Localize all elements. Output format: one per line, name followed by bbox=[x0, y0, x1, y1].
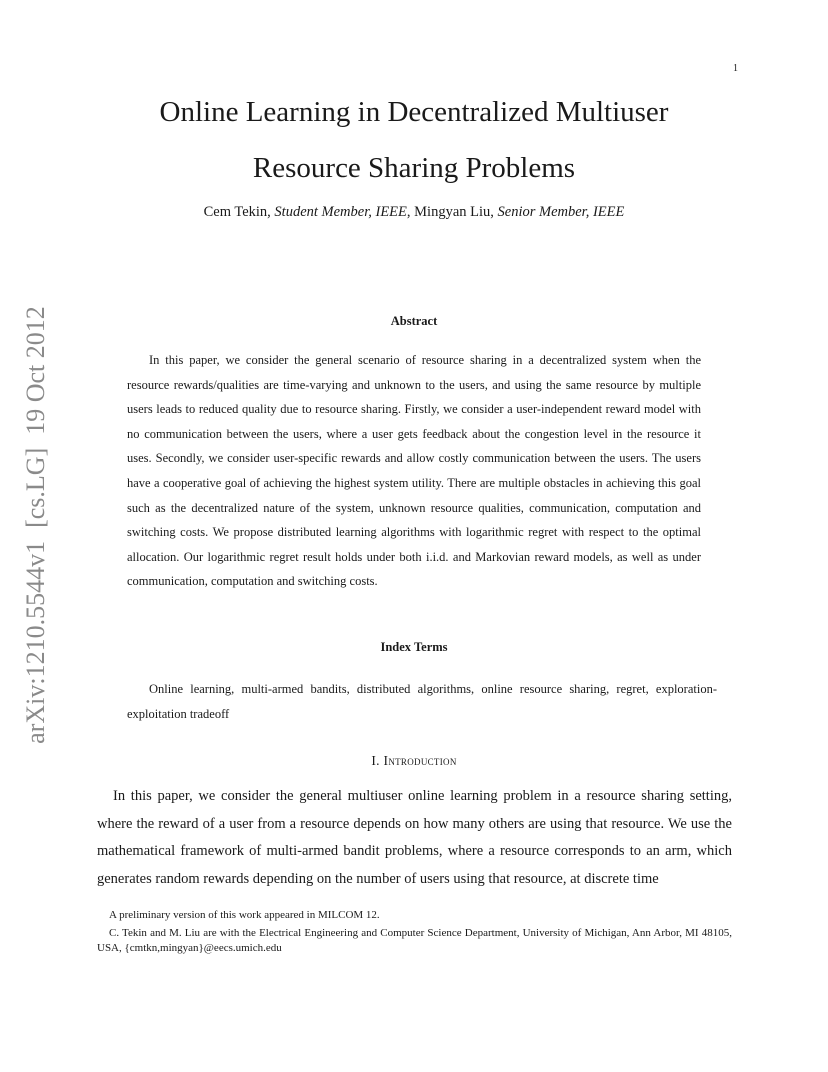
abstract-text: In this paper, we consider the general scenario of resource sharing in a decentralized system when the resource rewards/qualities are time-varying and unknown to the users, and using the same resource by multiple users leads to reduced quality due to resource sharing. Firstly, we consider a user-independent reward model with no communication between the users, where a user gets feedback about the congestion level in the resource it uses. Secondly, we consider user-specific rewards and allow costly communication between the users. The users have a cooperative goal of achieving the highest system utility. There are multiple obstacles in achieving this goal such as the decentralized nature of the system, unknown resource qualities, communication, computation and switching costs. We propose distributed learning algorithms with logarithmic regret with respect to the optimal allocation. Our logarithmic regret result holds under both i.i.d. and Markovian reward models, as well as under communication, computation and switching costs. bbox=[127, 353, 701, 589]
author-membership: Student Member, IEEE bbox=[274, 204, 407, 220]
footnotes bbox=[97, 908, 732, 959]
footnote-affiliation: C. Tekin and M. Liu are with the Electrical Engineering and Computer Science Department, University of Michigan, Ann Arbor, MI 48105, USA, {cmtkn,mingyan}@eecs.umich.edu bbox=[97, 927, 732, 954]
author-separator: , bbox=[406, 204, 415, 220]
footnote-milcom: A preliminary version of this work appeared in MILCOM 12. bbox=[109, 909, 380, 921]
author-name: Cem Tekin bbox=[203, 204, 268, 220]
paper-title-line-2: Resource Sharing Problems bbox=[252, 152, 576, 184]
arxiv-identifier-stamp: arXiv:1210.5544v1 [cs.LG] 19 Oct 2012 bbox=[21, 306, 50, 744]
section-heading-introduction bbox=[90, 753, 738, 769]
section-number: I. bbox=[371, 753, 384, 768]
page-number: 1 bbox=[733, 63, 738, 74]
author-membership: Senior Member, IEEE bbox=[497, 204, 625, 220]
abstract-heading: Abstract bbox=[390, 314, 438, 328]
introduction-paragraph: In this paper, we consider the general multiuser online learning problem in a resource sharing setting, where the reward of a user from a resource depends on how many others are using that resource. We use the mathematical framework of multi-armed bandit problems, where a resource corresponds to an arm, which generates random rewards depending on the number of users using that resource, at discrete time bbox=[97, 788, 732, 887]
section-title: Introduction bbox=[383, 753, 457, 768]
paper-title-line-1: Online Learning in Decentralized Multiuser bbox=[159, 96, 669, 128]
index-terms-heading: Index Terms bbox=[380, 640, 448, 654]
author-separator: , bbox=[267, 204, 275, 220]
index-terms-text: Online learning, multi-armed bandits, distributed algorithms, online resource sharing, regret, exploration-exploitation tradeoff bbox=[127, 682, 717, 721]
author-separator: , bbox=[490, 204, 498, 220]
paper-title bbox=[90, 84, 738, 196]
author-line bbox=[90, 204, 738, 221]
author-name: Mingyan Liu bbox=[414, 204, 491, 220]
